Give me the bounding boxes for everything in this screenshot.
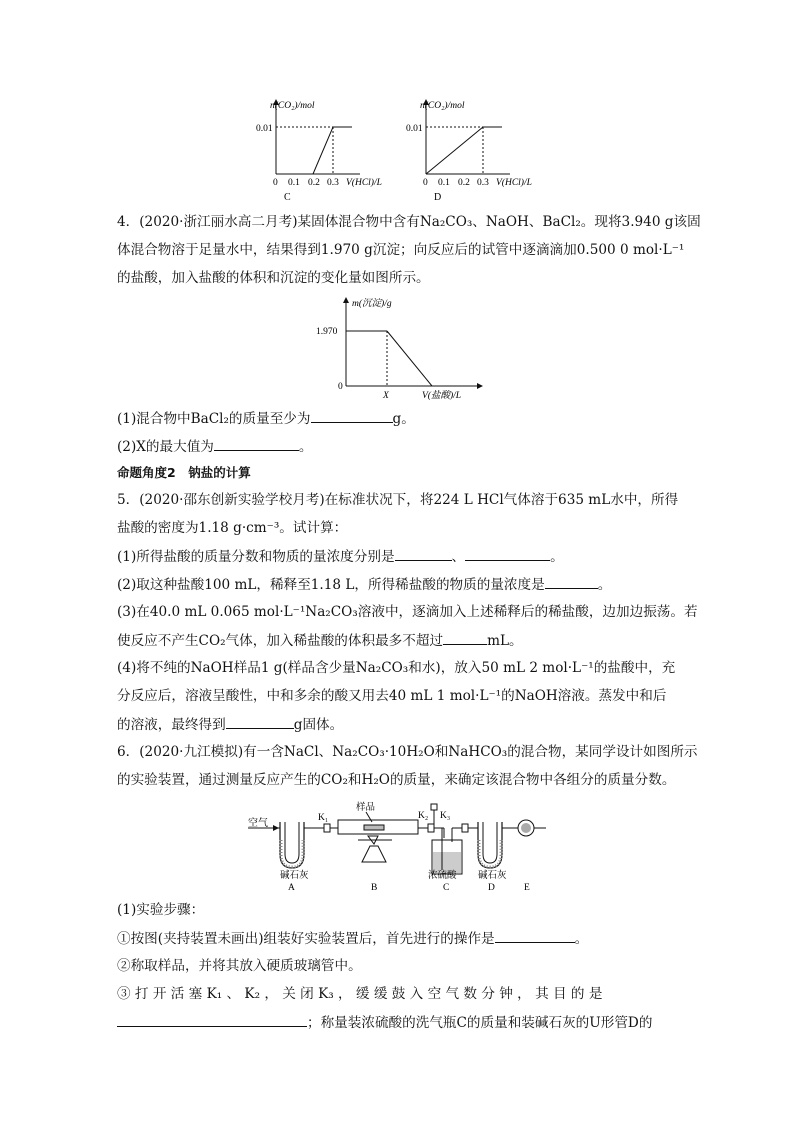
q4-sub-1: (1)混合物中BaCl₂的质量至少为 g。 [117,408,415,429]
q5-sub-4a: (4)将不纯的NaOH样品1 g(样品含少量Na₂CO₃和水)，放入50 mL 2 mol·L⁻¹的盐酸中，充 [117,660,676,676]
tick: 0.3 [477,178,489,188]
lime-a-label: 碱石灰 [280,871,309,881]
k1-label: K₁ [318,813,329,823]
q6-steps: (1)实验步骤： [117,902,205,918]
label-a: A [288,883,295,892]
answer-blank[interactable] [226,714,294,729]
graph-c [248,96,398,204]
section-heading: 命题角度2 钠盐的计算 [117,465,251,480]
q4-line-1: 4．(2020·浙江丽水高二月考)某固体混合物中含有Na₂CO₃、NaOH、BaCl₂。现将3.940 g该固 [117,214,701,230]
y-axis-label: n(CO₂)/mol [270,101,315,111]
y-value: 0.01 [406,124,423,134]
x-axis-label: V(HCl)/L [496,178,532,188]
apparatus-diagram [246,792,556,892]
origin: 0 [273,178,278,188]
answer-blank[interactable] [395,546,452,561]
answer-blank[interactable] [545,574,598,589]
sample-label: 样品 [356,803,376,813]
q5-line-1: 5．(2020·邵东创新实验学校月考)在标准状况下，将224 L HCl气体溶于635 mL水中，所得 [117,492,679,508]
q4-sub-2: (2)X的最大值为 。 [117,436,313,457]
q6-step-2: ②称取样品，并将其放入硬质玻璃管中。 [117,958,362,974]
answer-blank[interactable] [465,546,550,561]
lime-d-label: 碱石灰 [478,871,507,881]
x-axis-label: V(HCl)/L [346,178,382,188]
q5-sub-2: (2)取这种盐酸100 mL，稀释至1.18 L，所得稀盐酸的物质的量浓度是 。 [117,574,611,595]
q4-line-2: 体混合物溶于足量水中，结果得到1.970 g沉淀；向反应后的试管中逐滴滴加0.500 0 mol·L⁻¹ [117,242,685,258]
label-b: B [371,883,378,892]
k3-label: K₃ [440,811,451,821]
q5-sub-4c: 的溶液，最终得到 g固体。 [117,714,343,735]
label-c: C [443,883,450,892]
y-value: 1.970 [316,327,338,337]
x-mark: X [383,391,389,401]
tick: 0.1 [438,178,450,188]
caption: D [434,192,442,203]
q5-sub-3b: 使反应不产生CO₂气体，加入稀盐酸的体积最多不超过 mL。 [117,630,523,651]
answer-blank[interactable] [495,928,575,943]
q5-sub-4b: 分反应后，溶液呈酸性，中和多余的酸又用去40 mL 1 mol·L⁻¹的NaOH溶液。蒸发中和后 [117,688,667,704]
q6-line-2: 的实验装置，通过测量反应产生的CO₂和H₂O的质量，来确定该混合物中各组分的质量分数。 [117,772,676,788]
air-label: 空气 [248,818,268,829]
answer-blank[interactable] [117,1012,307,1027]
answer-blank[interactable] [214,436,299,451]
answer-blank[interactable] [311,408,393,423]
graph-line [387,331,432,386]
tick: 0.2 [308,178,320,188]
graph-line [426,127,483,174]
q6-step-1: ①按图(夹持装置未画出)组装好实验装置后，首先进行的操作是 。 [117,928,588,949]
label-e: E [524,883,530,892]
graph-d [398,96,548,204]
y-value: 0.01 [256,124,273,134]
tick: 0.3 [327,178,339,188]
q5-line-2: 盐酸的密度为1.18 g·cm⁻³。试计算： [117,520,348,536]
q6-step-3b: ；称量装浓硫酸的洗气瓶C的质量和装碱石灰的U形管D的 [117,1012,652,1033]
acid-label: 浓硫酸 [428,871,457,881]
q5-sub-1: (1)所得盐酸的质量分数和物质的量浓度分别是 、 。 [117,546,564,567]
tick: 0.2 [458,178,470,188]
graph-line [313,127,333,174]
x-axis-label: V(盐酸)/L [422,391,462,401]
origin: 0 [423,178,428,188]
label-d: D [488,883,495,892]
answer-blank[interactable] [443,630,487,645]
q4-line-3: 的盐酸，加入盐酸的体积和沉淀的变化量如图所示。 [117,270,430,286]
y-axis-label: n(CO₂)/mol [420,101,465,111]
graph-precipitate [310,292,510,404]
origin: 0 [338,382,343,392]
q6-line-1: 6．(2020·九江模拟)有一含NaCl、Na₂CO₃·10H₂O和NaHCO₃的混合物，某同学设计如图所示 [117,744,698,760]
q6-step-3a: ③ 打 开 活 塞 K₁ 、 K₂ ， 关 闭 K₃ ， 缓 缓 鼓 入 空 气 数 分 钟 ， 其 目 的 是 [117,986,603,1002]
y-axis-label: m(沉淀)/g [352,299,392,309]
k2-label: K₂ [418,811,429,821]
tick: 0.1 [288,178,300,188]
caption: C [284,192,291,203]
q5-sub-3a: (3)在40.0 mL 0.065 mol·L⁻¹Na₂CO₃溶液中，逐滴加入上述稀释后的稀盐酸，边加边振荡。若 [117,604,698,620]
